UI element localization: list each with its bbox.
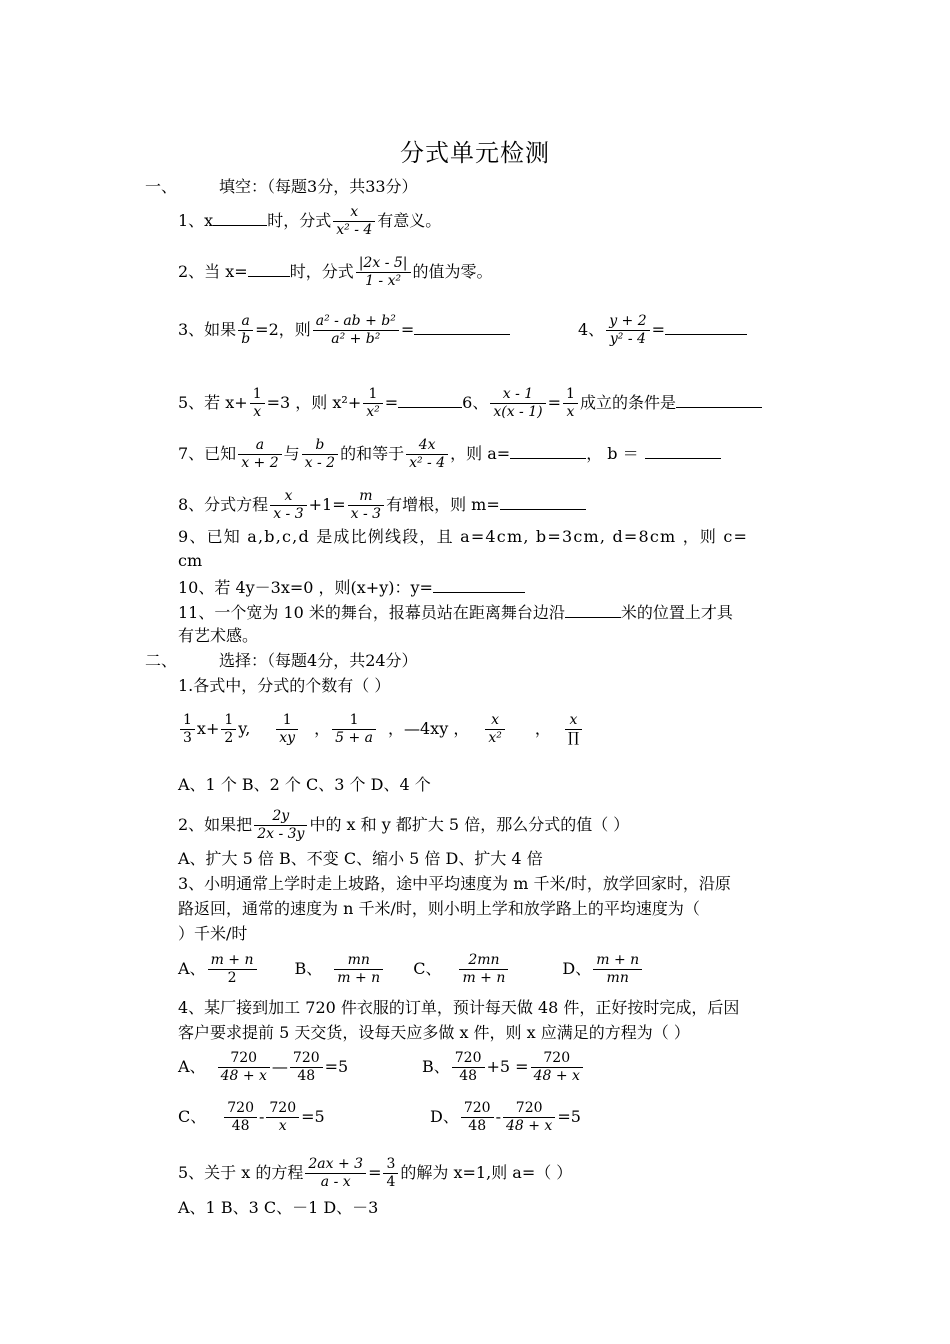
section1-heading: 一、 填空：（每题3分，共33分） bbox=[145, 177, 418, 196]
fraction: $\frac{4x}{\text{x² - 4}}$ bbox=[406, 437, 448, 472]
choice-question-3: 3、小明通常上学时走上坡路，途中平均速度为 m 千米/时，放学回家时，沿原 bbox=[178, 874, 731, 893]
fraction: $\frac{x - 1}{x(x - 1)}$ bbox=[490, 386, 545, 421]
fraction: $\frac{\text{a² - ab + b²}}{\text{a² + b²}}$ bbox=[313, 313, 399, 348]
question-10: 10、若 4y－3x=0 ，则(x+y)：y= bbox=[178, 576, 525, 598]
fraction: $\frac{m}{x - 3}$ bbox=[348, 488, 384, 523]
fraction: $\frac{1}{x}$ bbox=[250, 386, 265, 421]
answer-blank[interactable] bbox=[500, 493, 586, 510]
choice-4-option-a: A、 $\frac{720}{48 + x}$ — $\frac{720}{48}$ =5 bbox=[178, 1050, 349, 1084]
page-title: 分式单元检测 bbox=[400, 139, 550, 167]
choice-4-option-b: B、 $\frac{720}{48}$ +5 = $\frac{720}{48 + x}$ bbox=[422, 1050, 585, 1085]
answer-blank[interactable] bbox=[414, 318, 510, 335]
choice-1-options: A、1 个 B、2 个 C、3 个 D、4 个 bbox=[178, 775, 431, 794]
choice-2-options: A、扩大 5 倍 B、不变 C、缩小 5 倍 D、扩大 4 倍 bbox=[178, 849, 543, 868]
choice-question-5: 5、关于 x 的方程 $\frac{2ax + 3}{a - x}$ = $\frac{3}{4}$ 的解为 x=1,则 a=（ ） bbox=[178, 1156, 573, 1190]
question-11-cont: 有艺术感。 bbox=[178, 626, 259, 645]
question-5: 5、若 x+ $\frac{1}{x}$ =3 ，则 x²+ $\frac{1}{\text{x²}}$ = 6、 $\frac{x - 1}{x(x - 1)}$ = $\frac{1}{x}$ 成立的条件是 bbox=[178, 386, 762, 421]
question-7: 7、已知 $\frac{a}{x + 2}$ 与 $\frac{b}{x - 2}$ 的和等于 $\frac{4x}{\text{x² - 4}}$ ，则 a= ， b ＝ bbox=[178, 437, 721, 472]
question-6-label: 6、 bbox=[462, 393, 489, 412]
fraction: $\frac{a}{b}$ bbox=[238, 313, 253, 348]
choice-question-1: 1.各式中，分式的个数有（ ） bbox=[178, 676, 391, 695]
answer-blank[interactable] bbox=[676, 391, 762, 408]
fraction: $\frac{x}{x - 3}$ bbox=[270, 488, 306, 523]
choice-question-3-cont2: ）千米/时 bbox=[178, 924, 248, 943]
question-1: 1、x 时，分式 $\frac{x}{\text{x² - 4}}$ 有意义。 bbox=[178, 204, 442, 238]
fraction: $\frac{a}{x + 2}$ bbox=[238, 437, 281, 472]
question-2: 2、当 x= 时，分式 $\frac{|2x - 5|}{\text{1 - x²}}$ 的值为零。 bbox=[178, 255, 493, 289]
fraction: $\frac{b}{x - 2}$ bbox=[302, 437, 338, 472]
answer-blank[interactable] bbox=[565, 601, 621, 618]
fraction: $\frac{y + 2}{\text{y² - 4}}$ bbox=[606, 313, 649, 348]
choice-3-options: A、 $\frac{m + n}{2}$ B、 $\frac{mn}{m + n}$ C、 $\frac{2mn}{m + n}$ D、 $\frac{m + n}{mn}$ bbox=[178, 952, 644, 987]
question-3: 3、如果 $\frac{a}{b}$ =2，则 $\frac{\text{a² - ab + b²}}{\text{a² + b²}}$ = bbox=[178, 313, 510, 348]
choice-question-4: 4、某厂接到加工 720 件衣服的订单，预计每天做 48 件，正好按时完成，后因 bbox=[178, 998, 740, 1017]
choice-1-expressions: $\frac{1}{3}$ x+ $\frac{1}{2}$ y, $\frac{1}{xy}$ ， $\frac{1}{5 + a}$ ，—4xy ， $\frac{x}{\text{x²}}$ ， $\frac{x}{\prod}$ bbox=[178, 712, 584, 747]
fraction: $\frac{|2x - 5|}{\text{1 - x²}}$ bbox=[356, 255, 411, 290]
question-8: 8、分式方程 $\frac{x}{x - 3}$ +1= $\frac{m}{x - 3}$ 有增根，则 m= bbox=[178, 488, 586, 523]
fraction: $\frac{x}{\text{x² - 4}}$ bbox=[333, 204, 375, 239]
choice-question-2: 2、如果把 $\frac{2y}{2x - 3y}$ 中的 x 和 y 都扩大 5 倍，那么分式的值（ ） bbox=[178, 808, 630, 842]
question-9-unit: cm bbox=[178, 551, 203, 570]
section2-heading: 二、 选择：（每题4分，共24分） bbox=[145, 651, 418, 670]
answer-blank[interactable] bbox=[665, 318, 747, 335]
choice-question-4-cont: 客户要求提前 5 天交货，设每天应多做 x 件，则 x 应满足的方程为（ ） bbox=[178, 1023, 690, 1042]
fraction: $\frac{1}{\text{x²}}$ bbox=[363, 386, 383, 421]
answer-blank[interactable] bbox=[433, 576, 525, 593]
choice-4-option-d: D、 $\frac{720}{48}$ - $\frac{720}{48 + x}$ =5 bbox=[430, 1100, 581, 1134]
choice-question-3-cont: 路返回，通常的速度为 n 千米/时，则小明上学和放学路上的平均速度为（ bbox=[178, 899, 700, 918]
choice-5-options: A、1 B、3 C、－1 D、－3 bbox=[178, 1198, 379, 1217]
answer-blank[interactable] bbox=[213, 209, 267, 226]
choice-4-option-c: C、 $\frac{720}{48}$ - $\frac{720}{x}$ =5 bbox=[178, 1100, 325, 1134]
fraction: $\frac{1}{x}$ bbox=[563, 386, 578, 421]
answer-blank[interactable] bbox=[510, 442, 586, 459]
question-11: 11、一个宽为 10 米的舞台，报幕员站在距离舞台边沿 米的位置上才具 bbox=[178, 603, 733, 622]
answer-blank[interactable] bbox=[398, 391, 462, 408]
answer-blank[interactable] bbox=[645, 442, 721, 459]
question-9: 9、已知 a,b,c,d 是成比例线段，且 a=4cm, b=3cm, d=8cm ，则 c= bbox=[178, 527, 749, 546]
question-4: 4、 $\frac{y + 2}{\text{y² - 4}}$ = bbox=[578, 313, 747, 348]
answer-blank[interactable] bbox=[248, 260, 290, 277]
